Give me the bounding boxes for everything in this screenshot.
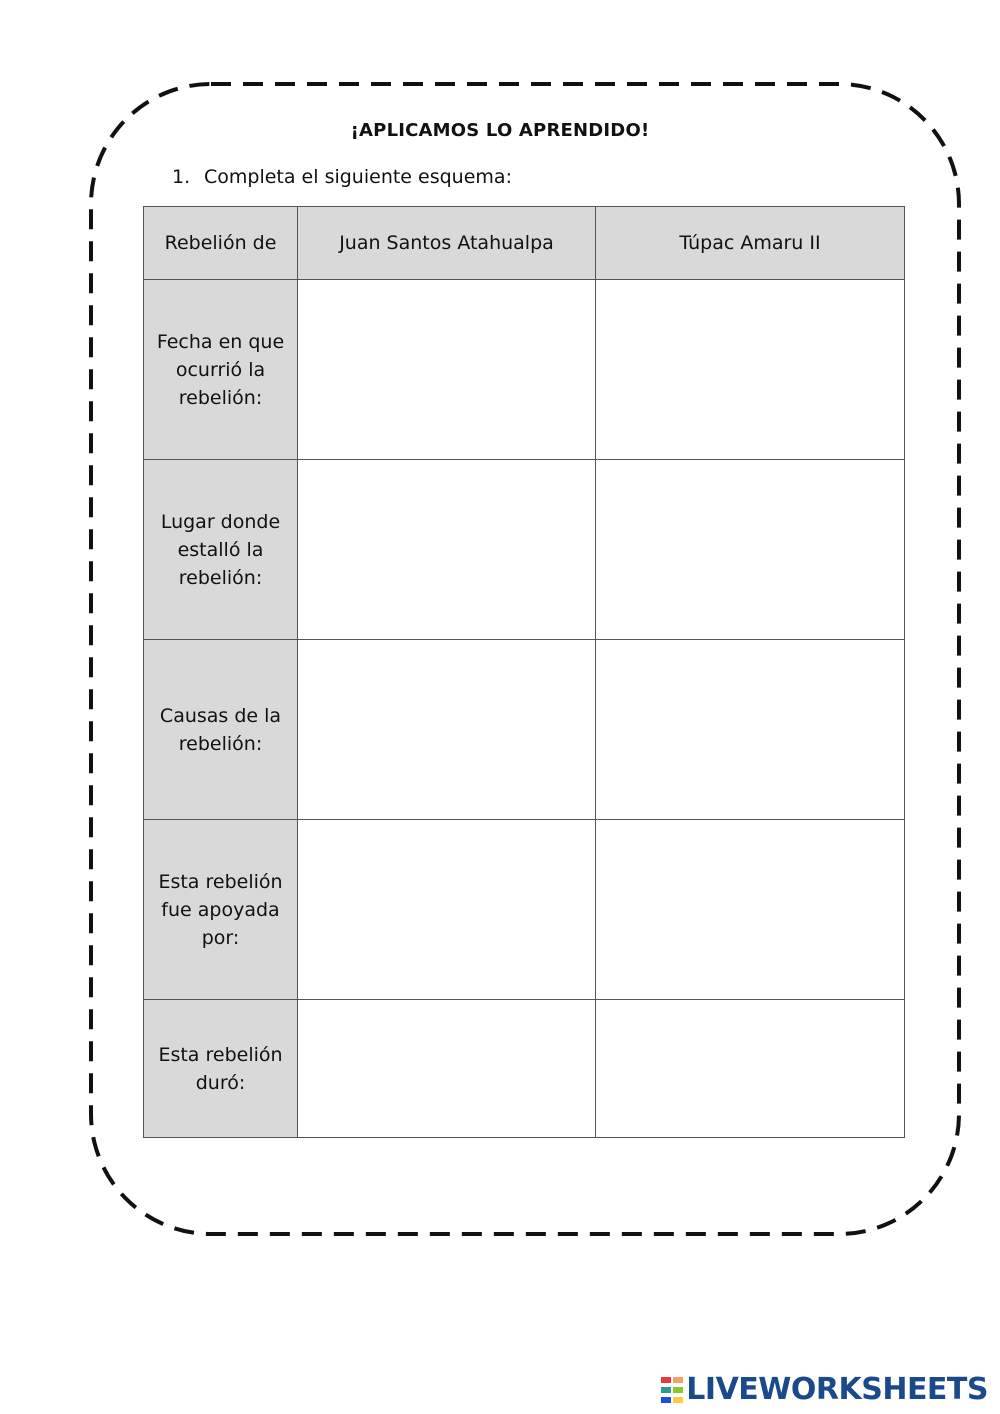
worksheet-title: ¡APLICAMOS LO APRENDIDO! bbox=[350, 120, 650, 141]
row-label-lugar: Lugar donde estalló la rebelión: bbox=[144, 460, 298, 640]
header-cell-juan-santos: Juan Santos Atahualpa bbox=[298, 207, 596, 280]
answer-cell-causas-tupac[interactable] bbox=[596, 640, 905, 820]
instruction-text: Completa el siguiente esquema: bbox=[204, 166, 512, 188]
answer-cell-fecha-tupac[interactable] bbox=[596, 280, 905, 460]
row-label-fecha: Fecha en que ocurrió la rebelión: bbox=[144, 280, 298, 460]
instruction bbox=[172, 166, 512, 188]
row-label-duracion: Esta rebelión duró: bbox=[144, 1000, 298, 1138]
row-label-apoyo: Esta rebelión fue apoyada por: bbox=[144, 820, 298, 1000]
table-row bbox=[144, 820, 905, 1000]
comparison-table bbox=[143, 206, 905, 1138]
header-cell-rebelion: Rebelión de bbox=[144, 207, 298, 280]
row-label-causas: Causas de la rebelión: bbox=[144, 640, 298, 820]
table-row bbox=[144, 640, 905, 820]
table-row bbox=[144, 280, 905, 460]
answer-cell-apoyo-juan[interactable] bbox=[298, 820, 596, 1000]
answer-cell-lugar-juan[interactable] bbox=[298, 460, 596, 640]
liveworksheets-logo bbox=[661, 1372, 988, 1407]
liveworksheets-logo-text: LIVEWORKSHEETS bbox=[686, 1372, 988, 1407]
answer-cell-duracion-tupac[interactable] bbox=[596, 1000, 905, 1138]
answer-cell-apoyo-tupac[interactable] bbox=[596, 820, 905, 1000]
answer-cell-causas-juan[interactable] bbox=[298, 640, 596, 820]
answer-cell-fecha-juan[interactable] bbox=[298, 280, 596, 460]
liveworksheets-logo-icon bbox=[661, 1377, 683, 1403]
table-header-row bbox=[144, 207, 905, 280]
answer-cell-duracion-juan[interactable] bbox=[298, 1000, 596, 1138]
table-row bbox=[144, 1000, 905, 1138]
header-cell-tupac-amaru: Túpac Amaru II bbox=[596, 207, 905, 280]
answer-cell-lugar-tupac[interactable] bbox=[596, 460, 905, 640]
instruction-number: 1. bbox=[172, 166, 191, 188]
table-row bbox=[144, 460, 905, 640]
